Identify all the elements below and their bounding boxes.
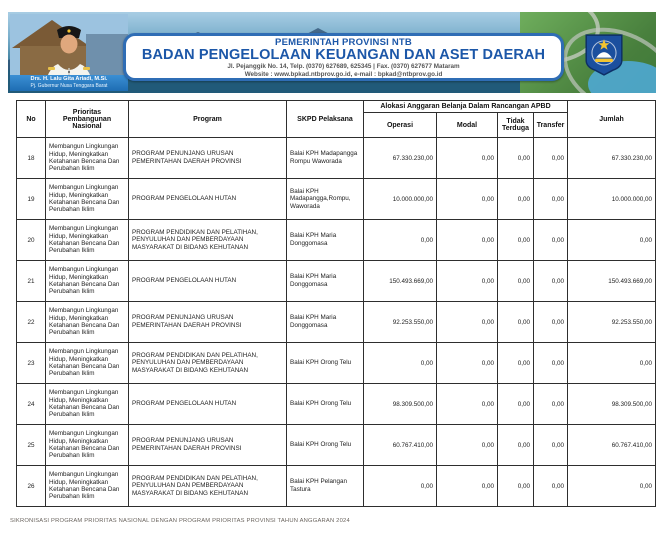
cell-no: 21 [17, 261, 46, 302]
cell-prioritas: Membangun Lingkungan Hidup, Meningkatkan Ketahanan Bencana Dan Perubahan Iklim [46, 138, 129, 179]
ntb-emblem-icon [583, 33, 625, 77]
cell-jumlah: 0,00 [568, 343, 656, 384]
cell-prioritas: Membangun Lingkungan Hidup, Meningkatkan Ketahanan Bencana Dan Perubahan Iklim [46, 466, 129, 507]
footer-note: SIKRONISASI PROGRAM PRIORITAS NASIONAL DENGAN PROGRAM PRIORITAS PROVINSI TAHUN ANGGARAN 2024 [10, 518, 350, 524]
cell-prioritas: Membangun Lingkungan Hidup, Meningkatkan Ketahanan Bencana Dan Perubahan Iklim [46, 302, 129, 343]
cell-operasi: 0,00 [364, 466, 437, 507]
cell-modal: 0,00 [437, 343, 498, 384]
header-skpd: SKPD Pelaksana [287, 101, 364, 138]
table-header [17, 101, 656, 138]
cell-prioritas: Membangun Lingkungan Hidup, Meningkatkan Ketahanan Bencana Dan Perubahan Iklim [46, 343, 129, 384]
cell-transfer: 0,00 [534, 179, 568, 220]
cell-modal: 0,00 [437, 425, 498, 466]
agency-address: Jl. Pejanggik No. 14, Telp. (0370) 627689, 625345 | Fax. (0370) 627677 Mataram [227, 63, 460, 70]
table-row [17, 261, 656, 302]
cell-tidak-terduga: 0,00 [498, 302, 534, 343]
governor-caption [10, 75, 128, 91]
cell-operasi: 67.330.230,00 [364, 138, 437, 179]
cell-program: PROGRAM PENUNJANG URUSAN PEMERINTAHAN DAERAH PROVINSI [129, 138, 287, 179]
cell-transfer: 0,00 [534, 261, 568, 302]
cell-operasi: 150.493.669,00 [364, 261, 437, 302]
cell-skpd: Balai KPH Maria Donggomasa [287, 220, 364, 261]
cell-transfer: 0,00 [534, 138, 568, 179]
cell-program: PROGRAM PENDIDIKAN DAN PELATIHAN, PENYULUHAN DAN PEMBERDAYAAN MASYARAKAT DI BIDANG KEHUTANAN [129, 343, 287, 384]
cell-transfer: 0,00 [534, 343, 568, 384]
cell-jumlah: 92.253.550,00 [568, 302, 656, 343]
cell-skpd: Balai KPH Orong Telu [287, 425, 364, 466]
cell-transfer: 0,00 [534, 302, 568, 343]
table-row [17, 384, 656, 425]
cell-no: 26 [17, 466, 46, 507]
cell-tidak-terduga: 0,00 [498, 261, 534, 302]
cell-skpd: Balai KPH Maria Donggomasa [287, 302, 364, 343]
table-body [17, 138, 656, 507]
table-row [17, 138, 656, 179]
cell-tidak-terduga: 0,00 [498, 138, 534, 179]
cell-jumlah: 98.309.500,00 [568, 384, 656, 425]
header-apbd-group: Alokasi Anggaran Belanja Dalam Rancangan APBD [364, 101, 568, 113]
official-title: Pj. Gubernur Nusa Tenggara Barat [30, 83, 108, 89]
cell-prioritas: Membangun Lingkungan Hidup, Meningkatkan Ketahanan Bencana Dan Perubahan Iklim [46, 261, 129, 302]
cell-program: PROGRAM PENDIDIKAN DAN PELATIHAN, PENYULUHAN DAN PEMBERDAYAAN MASYARAKAT DI BIDANG KEHUTANAN [129, 220, 287, 261]
cell-program: PROGRAM PENGELOLAAN HUTAN [129, 261, 287, 302]
cell-jumlah: 60.767.410,00 [568, 425, 656, 466]
cell-prioritas: Membangun Lingkungan Hidup, Meningkatkan Ketahanan Bencana Dan Perubahan Iklim [46, 384, 129, 425]
cell-jumlah: 67.330.230,00 [568, 138, 656, 179]
cell-modal: 0,00 [437, 179, 498, 220]
cell-no: 23 [17, 343, 46, 384]
agency-contact: Website : www.bpkad.ntbprov.go.id, e-mail : bpkad@ntbprov.go.id [244, 70, 443, 78]
cell-tidak-terduga: 0,00 [498, 425, 534, 466]
cell-modal: 0,00 [437, 261, 498, 302]
cell-program: PROGRAM PENDIDIKAN DAN PELATIHAN, PENYULUHAN DAN PEMBERDAYAAN MASYARAKAT DI BIDANG KEHUTANAN [129, 466, 287, 507]
cell-modal: 0,00 [437, 138, 498, 179]
header-prioritas: Prioritas Pembangunan Nasional [46, 101, 129, 138]
cell-skpd: Balai KPH Pelangan Tastura [287, 466, 364, 507]
cell-modal: 0,00 [437, 466, 498, 507]
cell-tidak-terduga: 0,00 [498, 384, 534, 425]
cell-prioritas: Membangun Lingkungan Hidup, Meningkatkan Ketahanan Bencana Dan Perubahan Iklim [46, 220, 129, 261]
cell-no: 24 [17, 384, 46, 425]
cell-modal: 0,00 [437, 384, 498, 425]
header-tidak-terduga: Tidak Terduga [498, 113, 534, 138]
cell-program: PROGRAM PENUNJANG URUSAN PEMERINTAHAN DAERAH PROVINSI [129, 425, 287, 466]
cell-no: 22 [17, 302, 46, 343]
cell-skpd: Balai KPH Orong Telu [287, 384, 364, 425]
cell-transfer: 0,00 [534, 220, 568, 261]
cell-prioritas: Membangun Lingkungan Hidup, Meningkatkan Ketahanan Bencana Dan Perubahan Iklim [46, 425, 129, 466]
cell-transfer: 0,00 [534, 425, 568, 466]
header-no: No [17, 101, 46, 138]
cell-skpd: Balai KPH Madapangga Rompu Waworada [287, 138, 364, 179]
cell-no: 25 [17, 425, 46, 466]
cell-no: 19 [17, 179, 46, 220]
cell-transfer: 0,00 [534, 384, 568, 425]
government-name: PEMERINTAH PROVINSI NTB [275, 37, 412, 48]
table-row [17, 179, 656, 220]
table-row [17, 343, 656, 384]
cell-operasi: 92.253.550,00 [364, 302, 437, 343]
table-row [17, 425, 656, 466]
header-jumlah: Jumlah [568, 101, 656, 138]
header-transfer: Transfer [534, 113, 568, 138]
header-modal: Modal [437, 113, 498, 138]
cell-operasi: 0,00 [364, 220, 437, 261]
header-program: Program [129, 101, 287, 138]
cell-jumlah: 10.000.000,00 [568, 179, 656, 220]
cell-tidak-terduga: 0,00 [498, 179, 534, 220]
governor-photo [10, 14, 128, 91]
table-row [17, 220, 656, 261]
cell-transfer: 0,00 [534, 466, 568, 507]
cell-skpd: Balai KPH Orong Telu [287, 343, 364, 384]
cell-modal: 0,00 [437, 302, 498, 343]
table-row [17, 466, 656, 507]
budget-table [16, 100, 656, 507]
cell-skpd: Balai KPH Madapangga,Rompu, Waworada [287, 179, 364, 220]
cell-tidak-terduga: 0,00 [498, 466, 534, 507]
cell-tidak-terduga: 0,00 [498, 343, 534, 384]
letterhead-banner [8, 12, 656, 93]
cell-operasi: 10.000.000,00 [364, 179, 437, 220]
cell-program: PROGRAM PENGELOLAAN HUTAN [129, 179, 287, 220]
letterhead-info-box [123, 33, 564, 81]
cell-modal: 0,00 [437, 220, 498, 261]
cell-prioritas: Membangun Lingkungan Hidup, Meningkatkan Ketahanan Bencana Dan Perubahan Iklim [46, 179, 129, 220]
header-operasi: Operasi [364, 113, 437, 138]
cell-program: PROGRAM PENUNJANG URUSAN PEMERINTAHAN DAERAH PROVINSI [129, 302, 287, 343]
cell-jumlah: 150.493.669,00 [568, 261, 656, 302]
table-row [17, 302, 656, 343]
cell-jumlah: 0,00 [568, 466, 656, 507]
cell-operasi: 0,00 [364, 343, 437, 384]
cell-no: 18 [17, 138, 46, 179]
agency-name: BADAN PENGELOLAAN KEUANGAN DAN ASET DAERAH [141, 47, 546, 63]
cell-no: 20 [17, 220, 46, 261]
cell-operasi: 98.309.500,00 [364, 384, 437, 425]
cell-jumlah: 0,00 [568, 220, 656, 261]
cell-tidak-terduga: 0,00 [498, 220, 534, 261]
cell-operasi: 60.767.410,00 [364, 425, 437, 466]
cell-skpd: Balai KPH Maria Donggomasa [287, 261, 364, 302]
cell-program: PROGRAM PENGELOLAAN HUTAN [129, 384, 287, 425]
official-name: Drs. H. Lalu Gita Ariadi, M.Si. [30, 76, 108, 82]
